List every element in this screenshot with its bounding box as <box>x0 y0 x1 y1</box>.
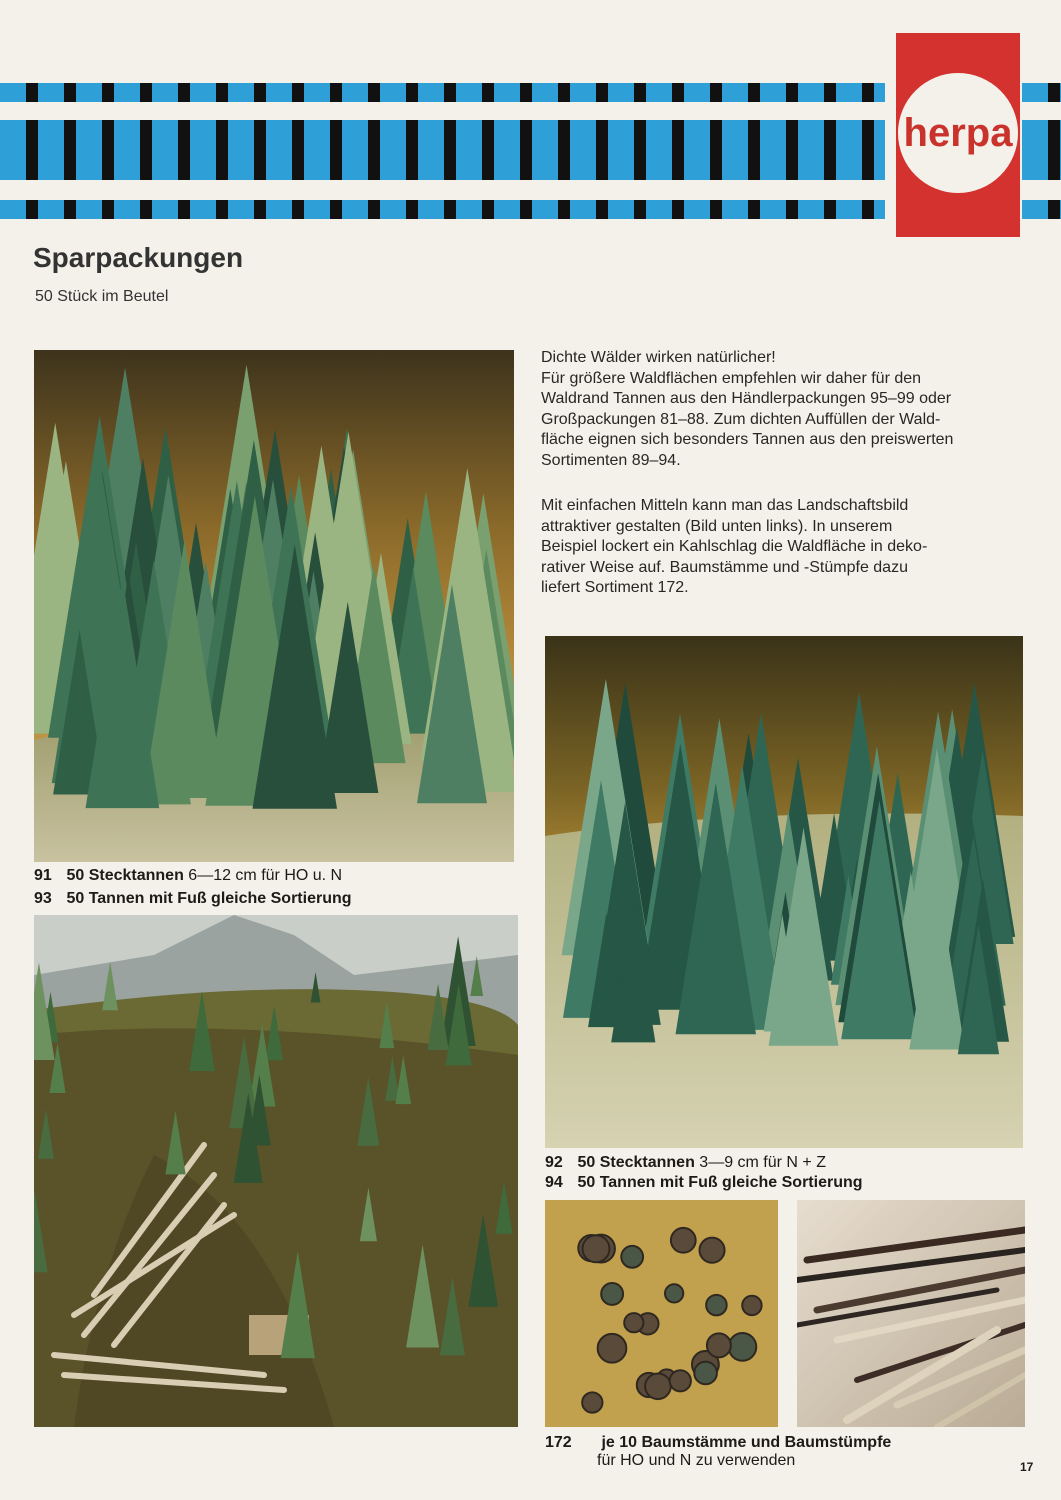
tree-trunks-photo <box>797 1200 1025 1427</box>
page-number: 17 <box>1020 1460 1034 1474</box>
caption-172 <box>545 1433 891 1453</box>
stump <box>742 1296 761 1315</box>
stump <box>645 1373 671 1399</box>
intro-line: Für größere Waldflächen empfehlen wir daher für den <box>541 369 922 387</box>
header-stripe-bottom <box>0 200 885 219</box>
intro-line: Sortimenten 89–94. <box>541 451 681 469</box>
item-spec: 3—9 cm für N + Z <box>694 1154 826 1171</box>
header-stripe-middle-right <box>1022 120 1061 180</box>
forest-photo-92 <box>545 636 1023 1148</box>
header-stripe-middle <box>0 120 885 180</box>
stump <box>601 1283 623 1305</box>
stump <box>707 1333 731 1357</box>
stump <box>729 1333 757 1361</box>
method-line: liefert Sortiment 172. <box>541 579 689 596</box>
header-stripe-top <box>0 83 885 102</box>
header-stripe-top-right <box>1022 83 1061 102</box>
item-number: 93 <box>34 890 52 907</box>
item-number: 91 <box>34 867 52 884</box>
method-line: attraktiver gestalten (Bild unten links). In unserem <box>541 517 893 535</box>
stump <box>598 1334 627 1363</box>
caption-91 <box>34 866 342 886</box>
item-count: 50 <box>66 867 85 884</box>
item-count: 50 <box>577 1154 596 1171</box>
intro-line: Dichte Wälder wirken natürlicher! <box>541 349 776 366</box>
page-title: Sparpackungen <box>33 242 244 273</box>
item-description: 50 Tannen mit Fuß gleiche Sortierung <box>66 890 352 907</box>
method-line: Beispiel lockert ein Kahlschlag die Waldfläche in deko- <box>541 538 928 555</box>
stump <box>665 1284 683 1302</box>
stump <box>670 1370 691 1391</box>
herpa-logo <box>896 33 1020 237</box>
forest-photo-91 <box>34 350 514 862</box>
caption-92 <box>545 1153 826 1173</box>
caption-94 <box>545 1173 863 1193</box>
item-name: Stecktannen <box>599 1154 695 1171</box>
stump <box>582 1392 602 1412</box>
intro-paragraph <box>541 348 1021 471</box>
stump <box>694 1362 717 1385</box>
item-description: 50 Tannen mit Fuß gleiche Sortierung <box>577 1174 863 1191</box>
hillside-clearing-photo <box>34 915 518 1427</box>
stump <box>624 1313 643 1332</box>
stump <box>671 1228 696 1253</box>
method-paragraph <box>541 496 1021 599</box>
stump <box>582 1235 609 1262</box>
stump <box>706 1295 727 1316</box>
tree-stumps-photo <box>545 1200 778 1427</box>
item-number: 172 <box>545 1434 572 1451</box>
page-subtitle: 50 Stück im Beutel <box>35 288 169 305</box>
item-usage: für HO und N zu verwenden <box>597 1452 796 1469</box>
item-spec: 6—12 cm für HO u. N <box>183 867 343 884</box>
item-description: je 10 Baumstämme und Baumstümpfe <box>601 1434 892 1451</box>
caption-93 <box>34 889 352 909</box>
intro-line: Waldrand Tannen aus den Händlerpackungen 95–99 oder <box>541 390 952 407</box>
intro-line: Großpackungen 81–88. Zum dichten Auffüllen der Wald- <box>541 410 941 428</box>
header-stripe-bottom-right <box>1022 200 1061 219</box>
item-number: 94 <box>545 1174 563 1191</box>
caption-172-line2 <box>597 1451 795 1471</box>
intro-line: fläche eignen sich besonders Tannen aus den preiswerten <box>541 431 954 448</box>
item-number: 92 <box>545 1154 563 1171</box>
method-line: Mit einfachen Mitteln kann man das Landschaftsbild <box>541 497 909 514</box>
stump <box>621 1246 643 1268</box>
logo-wordmark: herpa <box>903 111 1013 155</box>
item-name: Stecktannen <box>88 867 184 884</box>
method-line: rativer Weise auf. Baumstämme und -Stümpfe dazu <box>541 558 908 576</box>
stump <box>700 1238 725 1263</box>
